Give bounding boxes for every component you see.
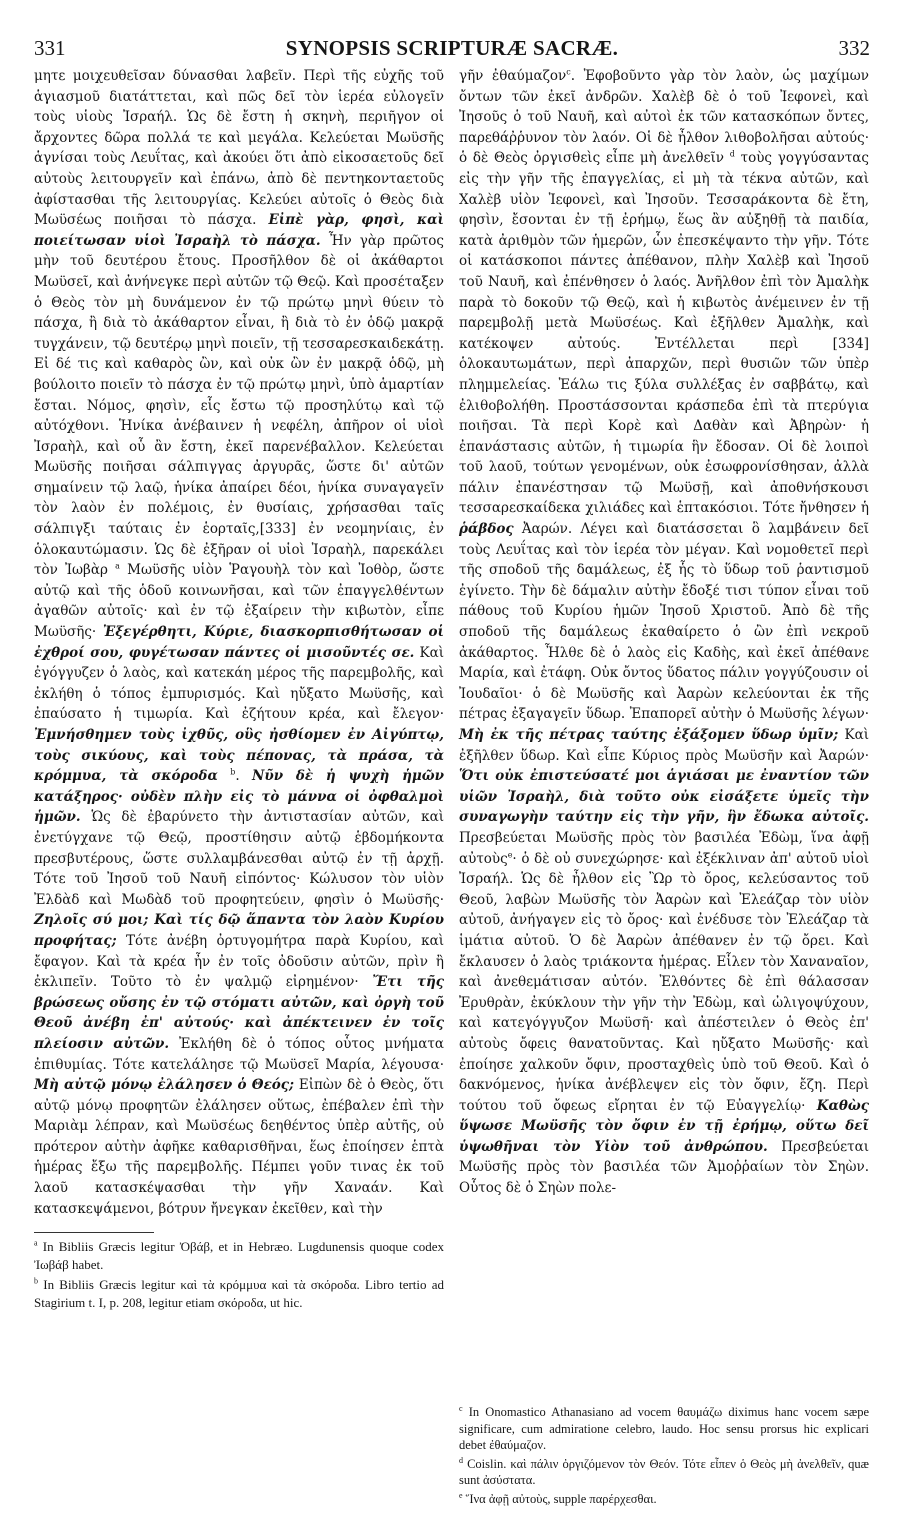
right-column <box>459 66 869 1396</box>
text-run: Τότε ἀνέβη ὀρτυγομήτρα παρὰ Κυρίου, καὶ ἔφαγον. Καὶ τὰ κρέα ἦν ἐν τοῖς ὀδοῦσιν αὐτῶν, πρὶν ἢ ἐκλιπεῖν. Τοῦτο τὸ ἐν ψαλμῷ εἰρημένον· <box>34 932 444 991</box>
footnote-marker: d <box>459 1455 463 1465</box>
scripture-quote: Ἐμνήσθημεν τοὺς ἰχθῦς, οὓς ἠσθίομεν ἐν Αἰγύπτῳ, τοὺς σικύους, καὶ τοὺς πέπονας, τὰ πράσα, τὰ κρόμμυα, τὰ σκόροδα <box>34 727 444 785</box>
text-run: γῆν ἐθαύμαζον <box>459 68 567 84</box>
scripture-quote: Ἔτι τῆς βρώσεως οὔσης ἐν τῷ στόματι αὐτῶν, καὶ ὀργὴ τοῦ Θεοῦ ἀνέβη ἐπ' αὐτούς· καὶ ἀπέκτεινεν ἐν τοῖς πλείοσιν αὐτῶν. <box>34 974 444 1052</box>
right-paragraph <box>459 66 869 1199</box>
footnote-marker: a <box>34 1238 38 1248</box>
text-run: · ὁ δὲ οὐ συνεχώρησε· καὶ ἐξέκλιναν ἀπ' αὐτοῦ υἱοὶ Ἰσραήλ. Ὡς δὲ ἦλθον εἰς Ὢρ τὸ ὄρος, κελεύσαντος τοῦ Θεοῦ, λαβὼν Μωϋσῆς τὸν Ἀαρὼν καὶ Ἐλεάζαρ τὸν υἱὸν αὐτοῦ, ἀνήγαγεν εἰς τὸ ὄρος· καὶ ἐνέδυσε τὸν Ἐλεάζαρ τὰ ἱμάτια αὐτοῦ. Ὁ δὲ Ἀαρὼν ἀπέθανεν ἐν τῷ ὄρει. Καὶ ἔκλαυσεν ὁ λαὸς τριάκοντα ἡμέρας. Εἷλεν τὸν Χαναναῖον, καὶ ἀνεθεμάτισαν αὐτόν. Ἐλθόντες δὲ ἐπὶ θάλασσαν Ἐρυθρὰν, ἐκύκλουν τὴν γῆν τὴν Ἐδὼμ, καὶ ὠλιγοψύχουν, καὶ κατεγόγγυζον Μωϋσῆ· καὶ ἀπέστειλεν ὁ Θεὸς ἐπ' αὐτοὺς ὄφεις θανατοῦντας. Καὶ ηὔξατο Μωϋσῆς· καὶ ἐποίησε χαλκοῦν ὄφιν, προσταχθεὶς ὑπὸ τοῦ Θεοῦ. Καὶ ὁ δακνόμενος, ἡνίκα ἀνέβλεψεν εἰς τὸν ὄφιν, ἔζη. Περὶ τούτου τοῦ ὄφεως εἴρηται ἐν τῷ Εὐαγγελίῳ· <box>459 850 869 1114</box>
scripture-quote: Ἐξεγέρθητι, Κύριε, διασκορπισθήτωσαν οἱ ἐχθροί σου, φυγέτωσαν πάντες οἱ μισοῦντές σε. <box>34 624 444 661</box>
text-run: τοὺς γογγύσαντας εἰς τὴν γῆν τῆς ἐπαγγελίας, εἰ μὴ τὰ τέκνα αὐτῶν, καὶ Χαλὲβ υἱὸν Ἰεφονεὶ, καὶ Ἰησοῦν. Τεσσαράκοντα δὲ ἔτη, φησὶν, ἔσονται ἐν τῇ ἐρήμῳ, ἕως ἂν αὐξηθῇ τὰ παιδία, κατὰ ἀριθμὸν τῶν ἡμερῶν, ὧν ἐπεσκέψαντο τὴν γῆν. Τότε οἱ κατάσκοποι πάντες ἀπέθανον, πλὴν Χαλὲβ καὶ Ἰησοῦ τοῦ Ναυῆ, καὶ ἐπένθησεν ὁ λαός. Ἀνῆλθον ἐπὶ τὸν Ἀμαλὴκ παρὰ τὸ δοκοῦν τῷ Θεῷ, καὶ ἡ κιβωτὸς ἀνέμεινεν ἐν τῇ παρεμβολῇ μετὰ Μωϋσέως. Καὶ ἐξῆλθεν Ἀμαλὴκ, καὶ κατέκοψεν αὐτούς. Ἐντέλλεται περὶ [334] ὁλοκαυτωμάτων, περὶ ἀπαρχῶν, περὶ θυσιῶν τῶν ὑπὲρ πλημμελείας. Ἐάλω τις ξύλα συλλέξας ἐν σαββάτῳ, καὶ ἐλιθοβολήθη. Προστάσσονται κράσπεδα ἐπὶ τὰ πτερύγια ποιῆσαι. Τὰ περὶ Κορὲ καὶ Δαθὰν καὶ Ἀβηρὼν· ἡ ἐπανάστασις αὐτῶν, ἡ τιμωρία ἣν ἔδοσαν. Οἱ δὲ λοιποὶ τοῦ λαοῦ, τούτων γενομένων, οὐκ ἐσωφρονίσθησαν, ἀλλὰ πάλιν ἐπανέστησαν τῷ Μωϋσῇ, καὶ ἀποθνήσκουσι τεσσαρεσκαίδεκα χιλιάδες καὶ ἑπτακόσιοι. Τότε ἤνθησεν ἡ <box>459 150 869 517</box>
text-run: Ὡς δὲ ἐβαρύνετο τὴν ἀντιστασίαν αὐτῶν, καὶ ἐνετύγχανε τῷ Θεῷ, προστίθησιν αὐτῷ ἑβδομήκοντα πρεσβυτέρους, ὥστε συλλαμβάνεσθαι αὐτῷ ἐν τῇ ἀρχῇ. Τότε τοῦ Ἰησοῦ τοῦ Ναυῆ εἰπόντος· Κώλυσον τὸν υἱὸν Ἐλδὰδ καὶ Μωδὰδ τοῦ προφητεύειν, φησὶν ὁ Μωϋσῆς· <box>34 809 444 908</box>
footnote-marker: c <box>459 1403 463 1413</box>
text-run: Καὶ ἐξῆλθεν ὕδωρ. Καὶ εἶπε Κύριος πρὸς Μωϋσῆν καὶ Ἀαρών· <box>459 727 869 764</box>
footnote-text: In Bibliis Græcis legitur καὶ τὰ κρόμμυα καὶ τὰ σκόροδα. Libro tertio ad Stagirium t. I, p. 208, legitur etiam σκόροδα, ut hic. <box>34 1277 445 1310</box>
scripture-quote: Εἰπὲ γὰρ, φησὶ, καὶ ποιείτωσαν υἱοὶ Ἰσραὴλ τὸ πάσχα. <box>34 212 444 249</box>
text-run: Ἦν γὰρ πρῶτος μὴν τοῦ δευτέρου ἔτους. Προσῆλθον δὲ οἱ ἀκάθαρτοι Μωϋσεῖ, καὶ ἀνήνεγκε περὶ αὐτῶν τῷ Θεῷ. Καὶ προσέταξεν ὁ Θεὸς τὸν μὴ δυνάμενον ἐν τῷ πρώτῳ μηνὶ θύειν τὸ πάσχα, ἢ διὰ τὸ ἀκάθαρτον εἶναι, ἢ διὰ τὸ ἐν ὁδῷ μακρᾷ τυγχάνειν, τῷ δευτέρῳ μηνὶ ποιεῖν, τῇ τεσσαρεσκαιδεκάτῃ. Εἰ δέ τις καὶ καθαρὸς ὢν, καὶ οὐκ ὢν ἐν μακρᾷ ὁδῷ, μὴ βούλοιτο ποιεῖν τὸ πάσχα ἐν τῷ πρώτῳ μηνὶ, ὑπὸ ἁμαρτίαν ἔσται. Νόμος, φησὶν, εἷς ἔστω τῷ προσηλύτῳ καὶ τῷ αὐτόχθονι. Ἡνίκα ἀνέβαινεν ἡ νεφέλη, ἀπῆρον οἱ υἱοὶ Ἰσραὴλ, καὶ οὗ ἂν ἔστη, ἐκεῖ παρενέβαλλον. Κελεύεται Μωϋσῆς ποιῆσαι σάλπιγγας ἀργυρᾶς, ὥστε δι' αὐτῶν σημαίνειν τῷ λαῷ, ἡνίκα ἀπαίρει δέοι, ἡνίκα συναγαγεῖν τὸν λαὸν ἐν πολέμοις, ἐν θυσίαις, χρήσασθαι ταῖς σάλπιγξι ταύταις ἐν ἑορταῖς,[333] ἐν νεομηνίαις, ἐν ὁλοκαυτώμασιν. Ὡς δὲ ἐξῆραν οἱ υἱοὶ Ἰσραὴλ, παρεκάλει τὸν Ἰωβὰρ <box>34 232 444 579</box>
footnote-divider <box>34 1232 154 1233</box>
text-run: Ἀαρών. Λέγει καὶ διατάσσεται ὃ λαμβάνειν δεῖ τοὺς Λευΐτας καὶ τὸν ἱερέα τὸν μέγαν. Καὶ νομοθετεῖ περὶ τῆς σποδοῦ τῆς δαμάλεως, ἐξ ἧς τὸ ὕδωρ τοῦ ῥαντισμοῦ ἐγίνετο. Τὴν δὲ δάμαλιν αὐτὴν ἔδοξέ τισι τύπον εἶναι τοῦ πάθους τοῦ Κυρίου ἡμῶν Ἰησοῦ Χριστοῦ. Ἀπὸ δὲ τῆς σποδοῦ τῆς δαμάλεως ἐκαθαίρετο ὁ ὢν ἐπὶ νεκροῦ ἀκάθαρτος. Ἦλθε δὲ ὁ λαὸς εἰς Καδὴς, καὶ ἐκεῖ ἀπέθανε Μαρία, καὶ ἐτάφη. Οὐκ ὄντος ὕδατος πάλιν γογγύζουσιν οἱ Ἰουδαῖοι· ὁ δὲ Μωϋσῆς καὶ Ἀαρὼν κελεύονται ἐκ τῆς πέτρας ἐξαγαγεῖν ὕδωρ. Ἐπαπορεῖ αὐτὴν ὁ Μωϋσῆς λέγων· <box>459 521 869 723</box>
scripture-quote: ῥάβδος <box>459 521 514 538</box>
footnote-ref-d[interactable]: d <box>729 149 735 159</box>
footnote-c <box>459 1404 869 1454</box>
text-run: Μωϋσῆς υἱὸν Ῥαγουὴλ τὸν καὶ Ἰοθὸρ, ὥστε αὐτῷ καὶ τῆς ὁδοῦ κοινωνῆσαι, καὶ τῶν ἐπαγγελθέντων ἀγαθῶν αὐτοῖς· καὶ ἐν τῷ ἐξαίρειν τὴν κιβωτὸν, εἶπε Μωϋσῆς· <box>34 562 444 641</box>
scripture-quote: Καθὼς ὕψωσε Μωϋσῆς τὸν ὄφιν ἐν τῇ ἐρήμῳ, οὕτω δεῖ ὑψωθῆναι τὸν Υἱὸν τοῦ ἀνθρώπου. <box>459 1097 869 1155</box>
text-run: Ἐκλήθη δὲ ὁ τόπος οὗτος μνήματα ἐπιθυμίας. Τότε κατελάλησε τῷ Μωϋσεῖ Μαρία, λέγουσα· <box>34 1035 445 1073</box>
footnote-text: In Bibliis Græcis legitur Ὀβάβ, et in Hebræo. Lugdunensis quoque codex Ἰωβάβ habet. <box>34 1239 445 1272</box>
page-number-right: 332 <box>838 36 870 60</box>
footnote-text: Coislin. καὶ πάλιν ὀργιζόμενον τὸν Θεόν. Τότε εἶπεν ὁ Θεὸς μὴ ἀνελθεῖν, quæ sunt ἀσύστατα. <box>459 1456 869 1487</box>
scripture-quote: Νῦν δὲ ἡ ψυχὴ ἡμῶν κατάξηρος· οὐδὲν πλὴν εἰς τὸ μάννα οἱ ὀφθαλμοὶ ἡμῶν. <box>34 768 444 826</box>
text-run: Εἰπὼν δὲ ὁ Θεὸς, ὅτι αὐτῷ μόνῳ προφητῶν ἐλάλησεν οὕτως, ἐπέβαλεν ἐπὶ τὴν Μαριὰμ λέπραν, καὶ Μωϋσέως δεηθέντος ὑπὲρ αὐτῆς, οὐ πρότερον αὐτὴν ἀφῆκε καθαρισθῆναι, ἕως ἐποίησεν ἑπτὰ ἡμέρας ἔξω τῆς παρεμβολῆς. Πέμπει γοῦν τινας ἐκ τοῦ λαοῦ κατασκέψασθαι τὴν γῆν Χαναάν. Καὶ κατασκεψάμενοι, βότρυν ἤνεγκαν ἐκεῖθεν, καὶ τὴν <box>34 1077 444 1217</box>
footnote-d <box>459 1456 869 1489</box>
text-run: . Ἐφοβοῦντο γὰρ τὸν λαὸν, ὡς μαχίμων ὄντων τῶν ἐκεῖ ἀνδρῶν. Χαλὲβ δὲ ὁ τοῦ Ἰεφονεὶ, καὶ Ἰησοῦς ὁ τοῦ Ναυῆ, καὶ αὐτοὶ ἐκ τῶν κατασκόπων ὄντες, παρεθάῤῥυνον τὸν λαόν. Οἱ δὲ ἦλθον λιθοβολῆσαι αὐτούς· ὁ δὲ Θεὸς ὀργισθεὶς εἶπε μὴ ἀνελθεῖν <box>459 68 869 167</box>
footnote-ref-e[interactable]: e <box>507 850 513 860</box>
footnote-ref-c[interactable]: c <box>566 67 571 77</box>
page-number-left: 331 <box>34 36 66 60</box>
scripture-quote: Μὴ ἐκ τῆς πέτρας ταύτης ἐξάξομεν ὕδωρ ὑμῖν; <box>459 727 839 743</box>
footnote-marker: e <box>459 1490 463 1500</box>
text-run: μητε μοιχευθεῖσαν δύνασθαι λαβεῖν. Περὶ τῆς εὐχῆς τοῦ ἁγιασμοῦ διατάττεται, καὶ πῶς δεῖ τὸν ἱερέα εὐλογεῖν τοὺς υἱοὺς Ἰσραήλ. Ὡς δὲ ἔστη ἡ σκηνὴ, περιῆγον οἱ ἄρχοντες δῶρα πολλά τε καὶ μεγάλα. Κελεύεται Μωϋσῆς ἁγνίσαι τοὺς Λευΐτας, καὶ ἀκούει ὅτι ἀπὸ εἰκοσαετοῦς δεῖ αὐτοὺς λειτουργεῖν καὶ ἐπάνω, ἀπὸ δὲ πεντηκονταετοῦς ἀφίστασθαι τῆς λειτουργίας. Κελεύει αὐτοῖς ὁ Θεὸς διὰ Μωϋσέως ποιῆσαι τὸ πάσχα. <box>34 68 444 229</box>
footnote-text: In Onomastico Athanasiano ad vocem θαυμάζω diximus hanc vocem sæpe significare, cum admiratione celebro, laudo. Hoc sensu prorsus hic explicari debet ἐθαύμαζον. <box>459 1405 870 1452</box>
scripture-quote: Μὴ αὐτῷ μόνῳ ἐλάλησεν ὁ Θεός; <box>34 1077 294 1094</box>
scripture-quote: Ζηλοῖς σύ μοι; Καὶ τίς δῷ ἅπαντα τὸν λαὸν Κυρίου προφήτας; <box>34 912 444 949</box>
left-paragraph: μητε μοιχευθεῖσαν δύνασθαι λαβεῖν. Περὶ τῆς εὐχῆς τοῦ ἁγιασμοῦ διατάττεται, καὶ πῶς δεῖ τὸν ἱερέα εὐλογεῖν τοὺς υἱοὺς Ἰσραήλ. Ὡς δὲ ἔστη ἡ σκηνὴ, περιῆγον οἱ ἄρχοντες δῶρα πολλά τε καὶ μεγάλα. Κελεύεται Μωϋσῆς ἁγνίσαι τοὺς Λευΐτας, καὶ ἀκούει ὅτι ἀπὸ εἰκοσαετοῦς δεῖ αὐτοὺς λειτουργεῖν καὶ ἐπάνω, ἀπὸ δὲ πεντηκονταετοῦς ἀφίστασθαι τῆς λειτουργίας. Κελεύει αὐτοῖς ὁ Θεὸς διὰ Μωϋσέως ποιῆσαι τὸ πάσχα. Εἰπὲ γὰρ, φησὶ, καὶ ποιείτωσαν υἱοὶ Ἰσραὴλ τὸ πάσχα. Ἦν γὰρ πρῶτος μὴν τοῦ δευτέρου ἔτους. Προσῆλθον δὲ οἱ ἀκάθαρτοι Μωϋσεῖ, καὶ ἀνήνεγκε περὶ αὐτῶν τῷ Θεῷ. Καὶ προσέταξεν ὁ Θεὸς τὸν μὴ δυνάμενον ἐν τῷ πρώτῳ μηνὶ θύειν τὸ πάσχα, ἢ διὰ τὸ ἀκάθαρτον εἶναι, ἢ διὰ τὸ ἐν ὁδῷ μακρᾷ τυγχάνειν, τῷ δευτέρῳ μηνὶ ποιεῖν, τῇ τεσσαρεσκαιδεκάτῃ. Εἰ δέ τις καὶ καθαρὸς ὢν, καὶ οὐκ ὢν ἐν μακρᾷ ὁδῷ, μὴ βούλοιτο ποιεῖν τὸ πάσχα ἐν τῷ πρώτῳ μηνὶ, ὑπὸ ἁμαρτίαν ἔσται. Νόμος, φησὶν, εἷς ἔστω τῷ προσηλύτῳ καὶ τῷ αὐτόχθονι. Ἡνίκα ἀνέβαινεν ἡ νεφέλη, ἀπῆρον οἱ υἱοὶ Ἰσραὴλ, καὶ οὗ ἂν ἔστη, ἐκεῖ παρενέβαλλον. Κελεύεται Μωϋσῆς ποιῆσαι σάλπιγγας ἀργυρᾶς, ὥστε δι' αὐτῶν σημαίνειν τῷ λαῷ, ἡνίκα ἀπαίρει δέοι, ἡνίκα συναγαγεῖν τὸν λαὸν ἐν πολέμοις, ἐν θυσίαις, χρήσασθαι ταῖς σάλπιγξι ταύταις ἐν ἑορταῖς,[333] ἐν νεομηνίαις, ἐν ὁλοκαυτώμασιν. Ὡς δὲ ἐξῆραν οἱ υἱοὶ Ἰσραὴλ, παρεκάλει τὸν Ἰωβὰρ $^a$ Μωϋσῆς υἱὸν Ῥαγουὴλ τὸν καὶ Ἰοθὸρ, ὥστε αὐτῷ καὶ τῆς ὁδοῦ κοινωνῆσαι, καὶ τῶν ἐπαγγελθέντων ἀγαθῶν αὐτοῖς· καὶ ἐν τῷ ἐξαίρειν τὴν κιβωτὸν, εἶπε Μωϋσῆς· Ἐξεγέρθητι, Κύριε, διασκορπισθήτωσαν οἱ ἐχθροί σου, φυγέτωσαν πάντες οἱ μισοῦντές σε. Καὶ ἐγόγγυζεν ὁ λαὸς, καὶ κατεκάη μέρος τῆς παρεμβολῆς, καὶ ἐκλήθη ὁ τόπος ἐμπυρισμός. Καὶ ηὔξατο Μωϋσῆς, καὶ ἐπαύσατο ἡ τιμωρία. Καὶ ἐζήτουν κρέα, καὶ ἔλεγον· Ἐμνήσθημεν τοὺς ἰχθῦς, οὓς ἠσθίομεν ἐν Αἰγύπτῳ, τοὺς σικύους, καὶ τοὺς πέπονας, τὰ πράσα, τὰ κρόμμυα, τὰ σκόροδα $^b$. Νῦν δὲ ἡ ψυχὴ ἡμῶν κατάξηρος· οὐδὲν πλὴν εἰς τὸ μάννα οἱ ὀφθαλμοὶ ἡμῶν. Ὡς δὲ ἐβαρύνετο τὴν ἀντιστασίαν αὐτῶν, καὶ ἐνετύγχανε τῷ Θεῷ, προστίθησιν αὐτῷ ἑβδομήκοντα πρεσβυτέρους, ὥστε συλλαμβάνεσθαι αὐτῷ ἐν τῇ ἀρχῇ. Τότε τοῦ Ἰησοῦ τοῦ Ναυῆ εἰπόντος· Κώλυσον τὸν υἱὸν Ἐλδὰδ καὶ Μωδὰδ τοῦ προφητεύειν, φησὶν ὁ Μωϋσῆς· Ζηλοῖς σύ μοι; Καὶ τίς δῷ ἅπαντα τὸν λαὸν Κυρίου προφήτας; Τότε ἀνέβη ὀρτυγομήτρα παρὰ Κυρίου, καὶ ἔφαγον. Καὶ τὰ κρέα ἦν ἐν τοῖς ὀδοῦσιν αὐτῶν, πρὶν ἢ ἐκλιπεῖν. Τοῦτο τὸ ἐν ψαλμῷ εἰρημένον· Ἔτι τῆς βρώσεως οὔσης ἐν τῷ στόματι αὐτῶν, καὶ ὀργὴ τοῦ Θεοῦ ἀνέβη ἐπ' αὐτούς· καὶ ἀπέκτεινεν ἐν τοῖς πλείοσιν αὐτῶν. Ἐκλήθη δὲ ὁ τόπος οὗτος μνήματα ἐπιθυμίας. Τότε κατελάλησε τῷ Μωϋσεῖ Μαρία, λέγουσα· Μὴ αὐτῷ μόνῳ ἐλάλησεν ὁ Θεός; Εἰπὼν δὲ ὁ Θεὸς, ὅτι αὐτῷ μόνῳ προφητῶν ἐλάλησεν οὕτως, ἐπέβαλεν ἐπὶ τὴν Μαριὰμ λέπραν, καὶ Μωϋσέως δεηθέντος ὑπὲρ αὐτῆς, οὐ πρότερον αὐτὴν ἀφῆκε καθαρισθῆναι, ἕως ἐποίησεν ἑπτὰ ἡμέρας ἔξω τῆς παρεμβολῆς. Πέμπει γοῦν τινας ἐκ τοῦ λαοῦ κατασκέψασθαι τὴν γῆν Χαναάν. Καὶ κατασκεψάμενοι, βότρυν ἤνεγκαν ἐκεῖθεν, καὶ τὴν <box>34 68 445 1217</box>
footnote-text: Ἵνα ἀφῇ αὐτοὺς, supple παρέρχεσθαι. <box>465 1491 657 1506</box>
footnote-e <box>459 1491 869 1508</box>
text-run: Πρεσβεύεται Μωϋσῆς πρὸς τὸν βασιλέα Ἐδὼμ, ἵνα ἀφῇ αὐτοὺς <box>459 829 869 867</box>
footnotes-left <box>34 1238 444 1314</box>
running-title: SYNOPSIS SCRIPTURÆ SACRÆ. <box>285 36 619 60</box>
footnote-b <box>34 1276 444 1312</box>
footnote-marker: b <box>34 1276 38 1286</box>
text-run: Πρεσβεύεται Μωϋσῆς πρὸς τὸν βασιλέα τῶν Ἀμοῤῥαίων τὸν Σηὼν. Οὗτος δὲ ὁ Σηὼν πολε- <box>459 1138 869 1197</box>
text-run: Καὶ ἐγόγγυζεν ὁ λαὸς, καὶ κατεκάη μέρος τῆς παρεμβολῆς, καὶ ἐκλήθη ὁ τόπος ἐμπυρισμός. Καὶ ηὔξατο Μωϋσῆς, καὶ ἐπαύσατο ἡ τιμωρία. Καὶ ἐζήτουν κρέα, καὶ ἔλεγον· <box>34 644 444 723</box>
footnote-ref-a[interactable]: a <box>115 561 120 571</box>
footnote-ref-b[interactable]: b <box>230 767 236 777</box>
scripture-quote: Ὅτι οὐκ ἐπιστεύσατέ μοι ἁγιάσαι με ἐναντίον τῶν υἱῶν Ἰσραὴλ, διὰ τοῦτο οὐκ εἰσάξετε ὑμεῖς τὴν συναγωγὴν ταύτην εἰς τὴν γῆν, ἣν ἔδωκα αὐτοῖς. <box>459 768 869 826</box>
left-column <box>34 66 445 1217</box>
footnote-a <box>34 1238 444 1274</box>
page-header <box>34 36 870 60</box>
footnotes-right <box>459 1404 869 1509</box>
